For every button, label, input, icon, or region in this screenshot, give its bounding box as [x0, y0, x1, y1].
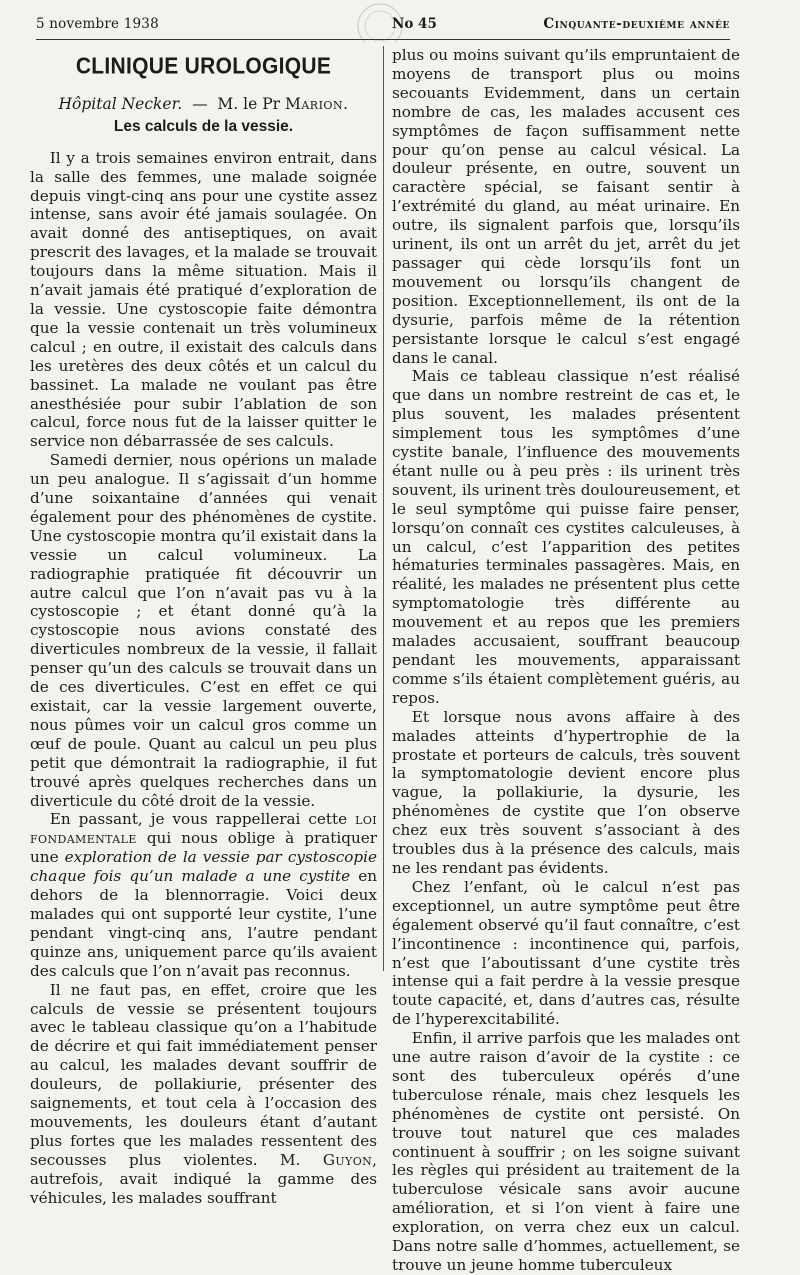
p3-loi-fondamentale: loi fondamentale [30, 810, 377, 848]
byline-author-prefix: M. le Pr [217, 94, 281, 113]
issue-date: 5 novembre 1938 [36, 16, 159, 32]
p4-name-guyon: Guyon [322, 1150, 373, 1169]
header-rule [36, 39, 730, 40]
paragraph-9: Enfin, il arrive parfois que les malades ont une autre raison d’avoir de la cystite : ce sont des tuberculeux opérés d’une tuberculose rénale, mais chez lesquels les phénomènes de cystite ont persisté. On trouve tout naturel que ces malades continuent à souffrir ; on les soigne suivant les règles qui président au traitement de la tuberculose vésicale sans avoir aucune amélioration, et si l’on vient à faire une exploration, on verra chez eux un calcul. Dans notre salle d’hommes, actuellement, se trouve un jeune homme tuberculeux [392, 1029, 740, 1274]
publication-year-label: Cinquante-deuxième année [543, 16, 730, 32]
paragraph-2: Samedi dernier, nous opérions un malade un peu analogue. Il s’agissait d’un homme d’une soixantaine d’années qui venait également pour des phénomènes de cystite. Une cystoscopie montra qu’il existait dans la vessie un calcul volumineux. La radiographie pratiquée fit découvrir un autre calcul que l’on n’avait pas vu à la cystoscopie ; et étant donné qu’à la cystoscopie nous avions constaté des diverticules nombreux de la vessie, il fallait penser qu’un des calculs se trouvait dans un de ces diverticules. C’est en effet ce qui existait, car la vessie largement ouverte, nous pûmes voir un calcul gros comme un œuf de poule. Quant au calcul un peu plus petit que démontrait la radiographie, il fut trouvé après quelques recherches dans un diverticule du côté droit de la vessie. [30, 451, 377, 810]
p3-text-c: en dehors de la blennorragie. Voici deux malades qui ont supporté leur cystite, l’une pendant vingt-cinq ans, l’autre pendant quinze ans, uniquement parce qu’ils avaient des calculs que l’on n’avait pas reconnus. [30, 867, 377, 980]
column-divider [383, 46, 384, 971]
article-title: CLINIQUE UROLOGIQUE [75, 53, 332, 80]
page-header [36, 14, 730, 38]
right-column [392, 46, 740, 1275]
paragraph-8: Chez l’enfant, où le calcul n’est pas exceptionnel, un autre symptôme peut être également observé qu’il faut connaître, c’est l’incontinence : incontinence qui, parfois, n’est que l’aboutissant d’une cystite très intense qui a fait perdre à la vessie presque toute capacité, et, dans d’autres cas, résulte de l’hyperexcitabilité. [392, 877, 740, 1029]
article-subtitle: Les calculs de la vessie. [113, 117, 294, 135]
left-column [30, 46, 377, 1207]
paragraph-1: Il y a trois semaines environ entrait, dans la salle des femmes, une malade soignée depuis vingt-cinq ans pour une cystite assez intense, sans avoir été jamais soulagée. On avait donné des antiseptiques, on avait prescrit des lavages, et la malade se trouvait toujours dans la même situation. Mais il n’avait jamais été pratiqué d’exploration de la vessie. Une cystoscopie faite démontra que la vessie contenait un très volumineux calcul ; en outre, il existait des calculs dans les uretères des deux côtés et un calcul du bassinet. La malade ne voulant pas être anesthésiée pour subir l’ablation de son calcul, force nous fut de la laisser quitter le service non débarrassée de ses calculs. [30, 148, 377, 451]
paragraph-6: Mais ce tableau classique n’est réalisé que dans un nombre restreint de cas et, le plus souvent, les malades présentent simplement tous les symptômes d’une cystite banale, l’influence des mouvements étant nulle ou à peu près : ils urinent très souvent, ils urinent très douloureusement, et le seul symptôme qui puisse faire penser, lorsqu’on connaît ces cystites calculeuses, à un calcul, c’est l’apparition des petites hématuries terminales passagères. Mais, en réalité, les malades ne présentent plus cette symptomatologie très différente au mouvement et au repos que les premiers malades accusaient, souffrant beaucoup pendant les mouvements, apparaissant comme s’ils étaient complètement guéris, au repos. [392, 367, 740, 707]
paragraph-4 [30, 981, 377, 1208]
byline-place: Hôpital Necker. [58, 94, 183, 113]
p4-text-a: Il ne faut pas, en effet, croire que les calculs de vessie se présentent toujours avec le tableau classique qu’on a l’habitude de décrire et qui fait immédiatement penser au calcul, les malades devant souffrir de douleurs, de pollakiurie, présenter des saignements, et tout cela à l’occasion des mouvements, les douleurs étant d’autant plus fortes que les malades ressentent des secousses plus violentes. M. [30, 980, 377, 1169]
paragraph-5: plus ou moins suivant qu’ils empruntaient de moyens de transport plus ou moins secouants Evidemment, dans un certain nombre de cas, les malades accusent ces symptômes de façon suffisamment nette pour qu’on pense au calcul vésical. La douleur présente, en outre, souvent un caractère spécial, se faisant sentir à l’extrémité du gland, au méat urinaire. En outre, ils signalent parfois que, lorsqu’ils urinent, ils ont un arrêt du jet, arrêt du jet passager qui cède lorsqu’ils font un mouvement ou lorsqu’ils changent de position. Exceptionnellement, ils ont de la dysurie, parfois même de la rétention persistante lorsque le calcul s’est engagé dans le canal. [392, 46, 740, 367]
byline-dash: — [192, 94, 208, 113]
paragraph-7: Et lorsque nous avons affaire à des malades atteints d’hypertrophie de la prostate et porteurs de calculs, très souvent la symptomatologie devient encore plus vague, la pollakiurie, la dysurie, les phénomènes de cystite que l’on observe chez eux très souvent s’associant à des troubles dus à la présence des calculs, mais ne les rendant pas évidents. [392, 707, 740, 877]
p4-text-b: , autrefois, avait indiqué la gamme des véhicules, les malades souffrant [30, 1150, 377, 1207]
issue-number: No 45 [392, 16, 437, 32]
p3-text-a: En passant, je vous rappellerai cette [49, 810, 356, 829]
paragraph-3 [30, 810, 377, 980]
byline-author: Marion. [284, 94, 349, 113]
article-byline [30, 95, 377, 114]
p3-italic-rule: exploration de la vessie par cystoscopie chaque fois qu’un malade a une cystite [30, 848, 377, 886]
p3-text-b: qui nous oblige à pratiquer une [30, 829, 377, 867]
